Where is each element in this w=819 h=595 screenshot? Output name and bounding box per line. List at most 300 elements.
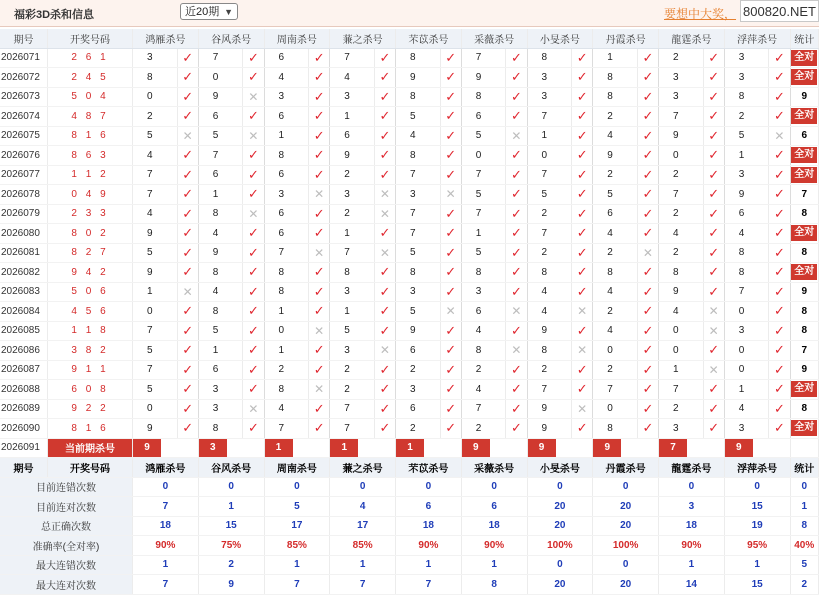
result-cell xyxy=(309,146,330,166)
result-cell xyxy=(440,48,461,68)
result-cell xyxy=(309,87,330,107)
kill-number-cell: 0 xyxy=(198,68,243,88)
kill-number-cell: 7 xyxy=(133,360,178,380)
result-cell xyxy=(769,243,790,263)
check-icon: ✓ xyxy=(576,420,588,436)
result-cell xyxy=(572,321,593,341)
top-bar xyxy=(0,0,819,27)
result-cell xyxy=(703,341,724,361)
check-icon: ✓ xyxy=(510,400,522,416)
check-icon: ✓ xyxy=(510,205,522,221)
result-cell xyxy=(637,48,658,68)
check-icon: ✓ xyxy=(708,88,720,104)
result-cell xyxy=(374,263,395,283)
kill-number-cell: 2 xyxy=(330,165,375,185)
kill-number-cell: 2 xyxy=(330,380,375,400)
check-icon: ✓ xyxy=(313,108,325,124)
kill-number-cell: 7 xyxy=(461,204,506,224)
kill-number-cell: 4 xyxy=(659,224,704,244)
check-icon: ✓ xyxy=(576,205,588,221)
check-icon: ✓ xyxy=(510,166,522,182)
kill-number-cell: 3 xyxy=(264,185,309,205)
check-icon: ✓ xyxy=(510,264,522,280)
kill-number-cell: 5 xyxy=(593,185,638,205)
draw-code-cell: 9 2 2 xyxy=(48,399,133,419)
check-icon: ✓ xyxy=(708,264,720,280)
check-icon: ✓ xyxy=(247,303,259,319)
result-cell xyxy=(177,87,198,107)
check-icon: ✓ xyxy=(642,205,654,221)
check-icon: ✓ xyxy=(379,361,391,377)
period-select[interactable] xyxy=(180,3,238,20)
check-icon: ✓ xyxy=(379,283,391,299)
cross-icon: ✕ xyxy=(248,128,259,143)
all-correct-badge: 全对 xyxy=(791,50,817,66)
check-icon: ✓ xyxy=(379,400,391,416)
stats-value: 1 xyxy=(264,555,330,575)
check-icon: ✓ xyxy=(313,420,325,436)
check-icon: ✓ xyxy=(708,69,720,85)
col-header-predictor: 采薇杀号 xyxy=(461,458,527,478)
kill-number-cell: 7 xyxy=(330,419,375,439)
check-icon: ✓ xyxy=(708,108,720,124)
result-cell xyxy=(506,204,527,224)
stats-row xyxy=(0,477,819,497)
result-cell xyxy=(309,126,330,146)
result-cell xyxy=(769,321,790,341)
col-header-stat: 统计 xyxy=(790,29,818,48)
kill-number-cell: 7 xyxy=(527,380,572,400)
result-cell xyxy=(637,126,658,146)
table-row xyxy=(0,302,819,322)
kill-number-cell: 4 xyxy=(461,380,506,400)
stat-cell: 6 xyxy=(790,126,818,146)
stats-value: 3 xyxy=(659,497,725,517)
result-cell xyxy=(374,165,395,185)
stats-value: 0 xyxy=(527,477,593,497)
result-cell xyxy=(243,48,264,68)
cross-icon: ✕ xyxy=(314,187,325,202)
result-cell xyxy=(177,48,198,68)
result-cell xyxy=(637,146,658,166)
kill-number-cell: 9 xyxy=(527,419,572,439)
result-cell xyxy=(572,126,593,146)
result-cell xyxy=(572,302,593,322)
check-icon: ✓ xyxy=(445,420,457,436)
check-icon: ✓ xyxy=(313,400,325,416)
current-kill-cell xyxy=(264,438,330,458)
check-icon: ✓ xyxy=(313,88,325,104)
stats-value: 2 xyxy=(198,555,264,575)
all-correct-badge: 全对 xyxy=(791,147,817,163)
col-header-predictor: 浮萍杀号 xyxy=(724,458,790,478)
kill-number-cell: 9 xyxy=(461,68,506,88)
stats-value: 15 xyxy=(724,575,790,595)
check-icon: ✓ xyxy=(510,381,522,397)
kill-number-cell: 8 xyxy=(198,204,243,224)
issue-cell: 2026090 xyxy=(0,419,48,439)
result-cell xyxy=(703,165,724,185)
kill-number-cell: 6 xyxy=(264,165,309,185)
result-cell xyxy=(769,360,790,380)
kill-number-cell: 7 xyxy=(527,165,572,185)
check-icon: ✓ xyxy=(773,186,785,202)
kill-number-cell: 5 xyxy=(198,321,243,341)
kill-number-cell: 0 xyxy=(133,399,178,419)
check-icon: ✓ xyxy=(773,147,785,163)
issue-cell: 2026077 xyxy=(0,165,48,185)
kill-number-cell: 4 xyxy=(527,282,572,302)
period-select-value: 近20期 xyxy=(185,6,220,18)
result-cell xyxy=(309,165,330,185)
table-row xyxy=(0,341,819,361)
kill-number-cell: 0 xyxy=(133,87,178,107)
table-row xyxy=(0,224,819,244)
kill-number-cell: 7 xyxy=(133,165,178,185)
stats-value: 0 xyxy=(461,477,527,497)
result-cell xyxy=(572,185,593,205)
result-cell xyxy=(440,282,461,302)
kill-number-cell: 0 xyxy=(593,341,638,361)
result-cell xyxy=(703,419,724,439)
kill-number-cell: 5 xyxy=(396,107,441,127)
result-cell xyxy=(177,107,198,127)
check-icon: ✓ xyxy=(313,303,325,319)
stats-value: 0 xyxy=(198,477,264,497)
check-icon: ✓ xyxy=(379,381,391,397)
kill-number-cell: 8 xyxy=(724,243,769,263)
stats-value: 85% xyxy=(330,536,396,556)
check-icon: ✓ xyxy=(247,108,259,124)
check-icon: ✓ xyxy=(576,283,588,299)
check-icon: ✓ xyxy=(247,147,259,163)
col-header-stat: 统计 xyxy=(790,458,818,478)
result-cell xyxy=(703,321,724,341)
result-cell xyxy=(572,68,593,88)
kill-number-cell: 2 xyxy=(593,302,638,322)
kill-number-cell: 4 xyxy=(724,399,769,419)
stats-value: 0 xyxy=(593,477,659,497)
kill-number-cell: 9 xyxy=(659,126,704,146)
col-header-predictor: 丹霞杀号 xyxy=(593,29,659,48)
check-icon: ✓ xyxy=(510,186,522,202)
kill-number-cell: 5 xyxy=(396,243,441,263)
result-cell xyxy=(703,380,724,400)
kill-number-cell: 1 xyxy=(198,185,243,205)
kill-number-cell: 8 xyxy=(198,302,243,322)
draw-code-cell: 2 3 3 xyxy=(48,204,133,224)
result-cell xyxy=(440,87,461,107)
kill-number-cell: 0 xyxy=(659,146,704,166)
kill-number-cell: 0 xyxy=(527,146,572,166)
col-header-predictor: 浮萍杀号 xyxy=(724,29,790,48)
kill-number-cell: 6 xyxy=(461,107,506,127)
kill-number-cell: 5 xyxy=(461,243,506,263)
check-icon: ✓ xyxy=(247,186,259,202)
kill-number-cell: 5 xyxy=(461,126,506,146)
stats-row xyxy=(0,555,819,575)
result-cell xyxy=(177,263,198,283)
kill-number-cell: 3 xyxy=(659,87,704,107)
kill-number-cell: 2 xyxy=(527,204,572,224)
kill-number-cell: 6 xyxy=(330,126,375,146)
check-icon: ✓ xyxy=(642,166,654,182)
kill-number-cell: 7 xyxy=(330,48,375,68)
result-cell xyxy=(769,399,790,419)
kill-number-cell: 4 xyxy=(527,302,572,322)
stat-cell: 7 xyxy=(790,185,818,205)
check-icon: ✓ xyxy=(445,244,457,260)
stats-value: 18 xyxy=(133,516,199,536)
current-kill-cell xyxy=(330,438,396,458)
check-icon: ✓ xyxy=(510,69,522,85)
stats-value: 6 xyxy=(461,497,527,517)
stats-value: 90% xyxy=(659,536,725,556)
result-cell xyxy=(309,360,330,380)
kill-number-cell: 8 xyxy=(264,282,309,302)
kill-number-cell: 8 xyxy=(264,263,309,283)
kill-number-cell: 7 xyxy=(461,48,506,68)
check-icon: ✓ xyxy=(182,264,194,280)
stats-value: 20 xyxy=(593,497,659,517)
result-cell xyxy=(177,204,198,224)
result-cell xyxy=(177,399,198,419)
kill-number-cell: 4 xyxy=(396,126,441,146)
result-cell xyxy=(703,48,724,68)
stats-value: 5 xyxy=(264,497,330,517)
issue-cell: 2026085 xyxy=(0,321,48,341)
result-cell xyxy=(572,224,593,244)
stat-cell xyxy=(790,263,818,283)
check-icon: ✓ xyxy=(379,420,391,436)
result-cell xyxy=(177,341,198,361)
kill-number-cell: 8 xyxy=(593,263,638,283)
check-icon: ✓ xyxy=(313,225,325,241)
kill-number-cell: 4 xyxy=(330,68,375,88)
kill-number-cell: 0 xyxy=(724,360,769,380)
kill-number-cell: 3 xyxy=(198,399,243,419)
check-icon: ✓ xyxy=(445,381,457,397)
result-cell xyxy=(703,224,724,244)
result-cell xyxy=(506,224,527,244)
result-cell xyxy=(309,282,330,302)
check-icon: ✓ xyxy=(182,225,194,241)
result-cell xyxy=(703,302,724,322)
result-cell xyxy=(637,321,658,341)
check-icon: ✓ xyxy=(773,205,785,221)
kill-number-cell: 3 xyxy=(527,87,572,107)
check-icon: ✓ xyxy=(642,322,654,338)
check-icon: ✓ xyxy=(182,69,194,85)
stat-cell xyxy=(790,380,818,400)
draw-code-cell: 9 4 2 xyxy=(48,263,133,283)
result-cell xyxy=(572,282,593,302)
issue-cell: 2026080 xyxy=(0,224,48,244)
check-icon: ✓ xyxy=(445,127,457,143)
stat-cell: 9 xyxy=(790,282,818,302)
promo-link[interactable]: 要想中大奖， xyxy=(664,7,737,21)
stats-value: 8 xyxy=(790,516,818,536)
cross-icon: ✕ xyxy=(774,128,785,143)
kill-number-cell: 7 xyxy=(527,224,572,244)
check-icon: ✓ xyxy=(313,283,325,299)
chevron-down-icon: ▼ xyxy=(224,7,233,17)
page-title: 福彩3D杀和信息 xyxy=(14,9,95,21)
result-cell xyxy=(243,107,264,127)
check-icon: ✓ xyxy=(773,342,785,358)
table-row xyxy=(0,204,819,224)
check-icon: ✓ xyxy=(576,381,588,397)
check-icon: ✓ xyxy=(182,147,194,163)
check-icon: ✓ xyxy=(445,88,457,104)
result-cell xyxy=(572,419,593,439)
stats-value: 0 xyxy=(527,555,593,575)
stats-value: 9 xyxy=(198,575,264,595)
check-icon: ✓ xyxy=(445,400,457,416)
all-correct-badge: 全对 xyxy=(791,381,817,397)
check-icon: ✓ xyxy=(445,264,457,280)
kill-number-cell: 7 xyxy=(527,107,572,127)
kill-number-cell: 2 xyxy=(133,107,178,127)
check-icon: ✓ xyxy=(708,147,720,163)
result-cell xyxy=(309,185,330,205)
check-icon: ✓ xyxy=(247,342,259,358)
kill-number-cell: 9 xyxy=(133,263,178,283)
result-cell xyxy=(309,243,330,263)
result-cell xyxy=(440,165,461,185)
stat-cell: 8 xyxy=(790,321,818,341)
col-header-predictor: 龍霆杀号 xyxy=(659,458,725,478)
stat-cell xyxy=(790,107,818,127)
check-icon: ✓ xyxy=(313,264,325,280)
check-icon: ✓ xyxy=(773,49,785,65)
kill-number-cell: 1 xyxy=(724,380,769,400)
current-kill-badge: 9 xyxy=(528,439,556,457)
kill-number-cell: 8 xyxy=(593,87,638,107)
col-header-issue: 期号 xyxy=(0,29,48,48)
kill-number-cell: 6 xyxy=(724,204,769,224)
kill-number-cell: 3 xyxy=(198,380,243,400)
check-icon: ✓ xyxy=(182,49,194,65)
kill-number-cell: 4 xyxy=(593,321,638,341)
stats-value: 1 xyxy=(396,555,462,575)
table-row xyxy=(0,126,819,146)
stats-value: 0 xyxy=(659,477,725,497)
kill-number-cell: 1 xyxy=(330,224,375,244)
cross-icon: ✕ xyxy=(248,401,259,416)
result-cell xyxy=(243,87,264,107)
check-icon: ✓ xyxy=(445,69,457,85)
check-icon: ✓ xyxy=(642,361,654,377)
kill-number-cell: 6 xyxy=(593,204,638,224)
kill-number-cell: 3 xyxy=(461,282,506,302)
result-cell xyxy=(769,146,790,166)
stat-cell: 7 xyxy=(790,341,818,361)
stats-value: 7 xyxy=(330,575,396,595)
stats-row xyxy=(0,497,819,517)
col-header-predictor: 采薇杀号 xyxy=(461,29,527,48)
result-cell xyxy=(703,146,724,166)
stats-value: 7 xyxy=(264,575,330,595)
result-cell xyxy=(506,68,527,88)
result-cell xyxy=(572,380,593,400)
check-icon: ✓ xyxy=(708,186,720,202)
current-kill-cell xyxy=(593,438,659,458)
kill-number-cell: 4 xyxy=(264,68,309,88)
kill-number-cell: 0 xyxy=(593,399,638,419)
kill-number-cell: 4 xyxy=(593,282,638,302)
check-icon: ✓ xyxy=(708,283,720,299)
cross-icon: ✕ xyxy=(314,245,325,260)
result-cell xyxy=(177,185,198,205)
kill-number-cell: 3 xyxy=(133,48,178,68)
result-cell xyxy=(440,243,461,263)
result-cell xyxy=(637,360,658,380)
stats-value: 20 xyxy=(593,575,659,595)
col-header-predictor: 周南杀号 xyxy=(264,29,330,48)
stats-value: 8 xyxy=(461,575,527,595)
kill-number-cell: 6 xyxy=(264,224,309,244)
current-kill-badge: 3 xyxy=(199,439,227,457)
result-cell xyxy=(572,107,593,127)
result-cell xyxy=(769,126,790,146)
cross-icon: ✕ xyxy=(708,362,719,377)
result-cell xyxy=(637,282,658,302)
result-cell xyxy=(506,380,527,400)
table-row xyxy=(0,185,819,205)
issue-cell: 2026086 xyxy=(0,341,48,361)
kill-number-cell: 7 xyxy=(198,48,243,68)
draw-code-cell: 8 1 6 xyxy=(48,126,133,146)
result-cell xyxy=(637,302,658,322)
check-icon: ✓ xyxy=(510,283,522,299)
result-cell xyxy=(440,126,461,146)
result-cell xyxy=(243,282,264,302)
current-kill-badge: 9 xyxy=(133,439,161,457)
result-cell xyxy=(243,126,264,146)
stat-cell xyxy=(790,224,818,244)
result-cell xyxy=(703,107,724,127)
draw-code-cell: 6 0 8 xyxy=(48,380,133,400)
result-cell xyxy=(177,302,198,322)
check-icon: ✓ xyxy=(708,381,720,397)
kill-number-cell: 7 xyxy=(593,380,638,400)
col-header-predictor: 小旻杀号 xyxy=(527,29,593,48)
current-stat-cell xyxy=(790,438,818,458)
draw-code-cell: 2 6 1 xyxy=(48,48,133,68)
check-icon: ✓ xyxy=(642,303,654,319)
check-icon: ✓ xyxy=(708,342,720,358)
result-cell xyxy=(309,341,330,361)
table-row xyxy=(0,48,819,68)
stat-cell xyxy=(790,165,818,185)
check-icon: ✓ xyxy=(708,166,720,182)
result-cell xyxy=(309,321,330,341)
result-cell xyxy=(243,321,264,341)
current-kill-cell xyxy=(724,438,790,458)
kill-number-cell: 7 xyxy=(133,321,178,341)
stat-cell xyxy=(790,48,818,68)
check-icon: ✓ xyxy=(247,264,259,280)
check-icon: ✓ xyxy=(313,127,325,143)
result-cell xyxy=(506,321,527,341)
kill-number-cell: 2 xyxy=(396,360,441,380)
current-kill-cell xyxy=(198,438,264,458)
result-cell xyxy=(637,399,658,419)
check-icon: ✓ xyxy=(182,420,194,436)
check-icon: ✓ xyxy=(313,342,325,358)
check-icon: ✓ xyxy=(445,49,457,65)
